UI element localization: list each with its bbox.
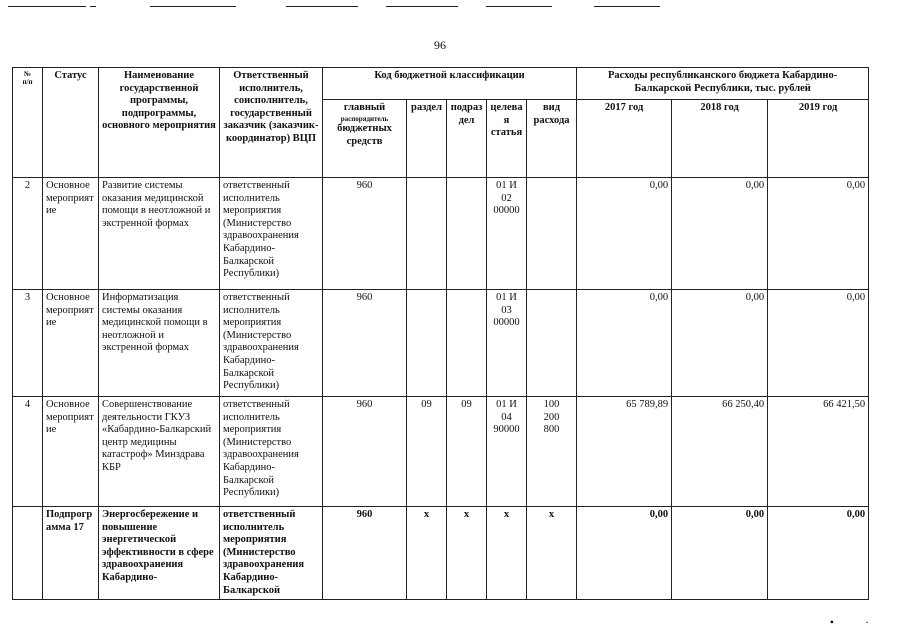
cell-status: Подпрограмма 17 xyxy=(43,507,99,600)
header-main-manager-a: главный xyxy=(343,102,386,113)
cell-name: Развитие системы оказания медицинской помощи в неотложной и экстренной формах xyxy=(99,178,220,290)
header-kind: вид расхода xyxy=(527,100,577,178)
header-main-manager-c: бюджетных средств xyxy=(337,122,392,147)
cell-2017: 65 789,89 xyxy=(577,397,672,507)
cell-target: 01 И 02 00000 xyxy=(487,178,527,290)
cell-2018: 66 250,40 xyxy=(672,397,768,507)
cell-responsible: ответственный исполнитель мероприятия (Министерство здравоохранения Кабардино-Балкарской Республики) xyxy=(220,397,323,507)
cell-section xyxy=(407,178,447,290)
cell-name: Совершенствование деятельности ГКУЗ «Кабардино-Балкарский центр медицины катастроф» Минздрава КБР xyxy=(99,397,220,507)
top-rule xyxy=(286,6,358,7)
cell-status: Основное мероприятие xyxy=(43,290,99,397)
cell-2019: 0,00 xyxy=(768,178,869,290)
cell-status: Основное мероприятие xyxy=(43,178,99,290)
cell-responsible: ответственный исполнитель мероприятия (Министерство здравоохранения Кабардино-Балкарской Республики) xyxy=(220,290,323,397)
cell-2019: 0,00 xyxy=(768,507,869,600)
cell-target: 01 И 04 90000 xyxy=(487,397,527,507)
cell-kind: x xyxy=(527,507,577,600)
top-rule xyxy=(594,6,660,7)
cell-subsection: x xyxy=(447,507,487,600)
cell-2019: 66 421,50 xyxy=(768,397,869,507)
cell-target: x xyxy=(487,507,527,600)
header-expenses: Расходы республиканского бюджета Кабардино-Балкарской Республики, тыс. рублей xyxy=(577,68,869,100)
header-main-manager xyxy=(323,100,407,178)
cell-subsection xyxy=(447,290,487,397)
cell-2019: 0,00 xyxy=(768,290,869,397)
cell-subsection xyxy=(447,178,487,290)
page-number: 96 xyxy=(434,38,446,52)
header-main-manager-b: распорядитель xyxy=(340,114,389,123)
cell-2018: 0,00 xyxy=(672,178,768,290)
header-section: раздел xyxy=(407,100,447,178)
header-status: Статус xyxy=(43,68,99,178)
top-rule xyxy=(8,6,86,7)
cell-grbs: 960 xyxy=(323,507,407,600)
header-target: целевая статья xyxy=(487,100,527,178)
table-row xyxy=(13,507,869,600)
cell-2017: 0,00 xyxy=(577,178,672,290)
cell-2017: 0,00 xyxy=(577,290,672,397)
cell-section xyxy=(407,290,447,397)
table-row xyxy=(13,397,869,507)
cell-no: 3 xyxy=(13,290,43,397)
cell-section: x xyxy=(407,507,447,600)
cell-grbs: 960 xyxy=(323,397,407,507)
budget-table xyxy=(12,67,869,600)
cell-section: 09 xyxy=(407,397,447,507)
cell-responsible: ответственный исполнитель мероприятия (Министерство здравоохранения Кабардино-Балкарской xyxy=(220,507,323,600)
table-row xyxy=(13,178,869,290)
header-2019: 2019 год xyxy=(768,100,869,178)
cell-grbs: 960 xyxy=(323,290,407,397)
header-2018: 2018 год xyxy=(672,100,768,178)
cell-no: 4 xyxy=(13,397,43,507)
cell-kind xyxy=(527,290,577,397)
top-rule xyxy=(150,6,236,7)
cell-target: 01 И 03 00000 xyxy=(487,290,527,397)
table-row xyxy=(13,290,869,397)
cell-no xyxy=(13,507,43,600)
top-rule xyxy=(386,6,458,7)
header-name: Наименование государственной программы, подпрограммы, основного мероприятия xyxy=(99,68,220,178)
cell-kind xyxy=(527,178,577,290)
cell-grbs: 960 xyxy=(323,178,407,290)
header-2017: 2017 год xyxy=(577,100,672,178)
cell-responsible: ответственный исполнитель мероприятия (Министерство здравоохранения Кабардино-Балкарской Республики) xyxy=(220,178,323,290)
header-responsible: Ответственный исполнитель, соисполнитель, государственный заказчик (заказчик-координатор) ВЦП xyxy=(220,68,323,178)
cell-name: Энергосбережение и повышение энергетической эффективности в сфере здравоохранения Кабардино- xyxy=(99,507,220,600)
header-subsection: подраздел xyxy=(447,100,487,178)
top-rule xyxy=(90,6,96,7)
cell-2017: 0,00 xyxy=(577,507,672,600)
cell-2018: 0,00 xyxy=(672,507,768,600)
scan-marks: • · xyxy=(829,615,883,629)
cell-2018: 0,00 xyxy=(672,290,768,397)
cell-subsection: 09 xyxy=(447,397,487,507)
header-no: № п/п xyxy=(13,68,43,178)
cell-name: Информатизация системы оказания медицинской помощи в неотложной и экстренной формах xyxy=(99,290,220,397)
header-budget-code: Код бюджетной классификации xyxy=(323,68,577,100)
cell-no: 2 xyxy=(13,178,43,290)
cell-status: Основное мероприятие xyxy=(43,397,99,507)
cell-kind: 100 200 800 xyxy=(527,397,577,507)
top-rule xyxy=(486,6,552,7)
